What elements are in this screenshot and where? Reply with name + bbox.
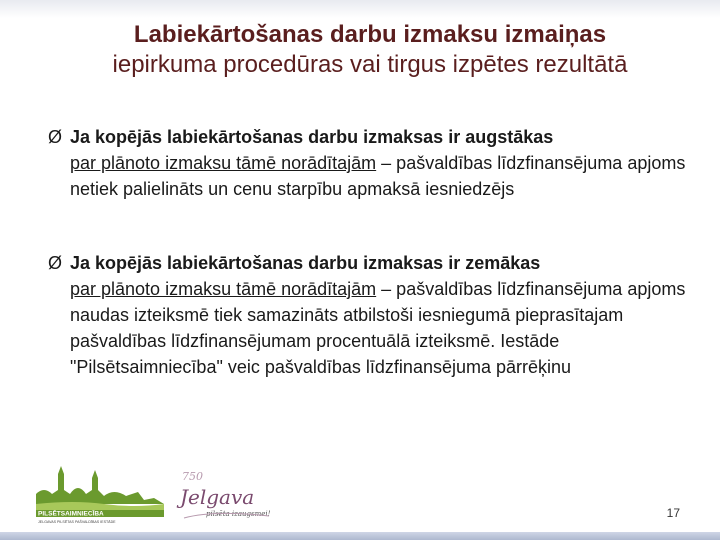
title-line-2: iepirkuma procedūras vai tirgus izpētes rezultātā — [112, 51, 628, 78]
logo-right-slogan: pilsēta izaugsmei! — [206, 510, 271, 518]
bullet-item-lower-costs — [48, 250, 688, 380]
slide-title — [40, 20, 700, 80]
page-number: 17 — [666, 506, 680, 520]
logo-right-number: 750 — [182, 470, 203, 483]
bullet-underlined-phrase: par plānoto izmaksu tāmē norādītajām — [70, 279, 377, 299]
bullet-lead: Ja kopējās labiekārtošanas darbu izmaksas ir zemākas — [70, 253, 541, 273]
bullet-rest: – pašvaldības līdzfinansējuma apjoms netiek palielināts un cenu starpību apmaksā iesniedzējs — [70, 153, 686, 199]
pilsetsaimnieciba-logo — [36, 466, 164, 524]
logo-right-text: Jelgava — [180, 485, 255, 509]
title-line-1: Labiekārtošanas darbu izmaksu izmaiņas — [133, 21, 607, 48]
arrow-bullet-icon: Ø — [48, 127, 63, 147]
jelgava-logo — [176, 470, 271, 518]
footer-logos — [34, 460, 284, 526]
arrow-bullet-icon: Ø — [48, 253, 63, 273]
bottom-band — [0, 532, 720, 540]
logo-left-text: PILSĒTSAIMNIECĪBA — [38, 510, 104, 518]
bullet-text — [70, 250, 688, 380]
bullet-underlined-phrase: par plānoto izmaksu tāmē norādītajām — [70, 153, 377, 173]
bullet-lead: Ja kopējās labiekārtošanas darbu izmaksas ir augstākas — [70, 127, 554, 147]
bullet-item-higher-costs — [48, 124, 688, 202]
top-gradient-band — [0, 0, 720, 18]
bullet-text — [70, 124, 688, 202]
bullet-rest: – pašvaldības līdzfinansējuma apjoms naudas izteiksmē tiek samazināts atbilstoši iesniegumā pieprasītajam pašvaldības līdzfinansējumam procentuālā izteiksmē. Iestāde "Pilsētsaimniecība" veic pašvaldības līdzfinansējuma pārrēķinu — [70, 279, 686, 377]
logo-left-subtext: JELGAVAS PILSĒTAS PAŠVALDĪBAS IESTĀDE — [38, 520, 116, 524]
